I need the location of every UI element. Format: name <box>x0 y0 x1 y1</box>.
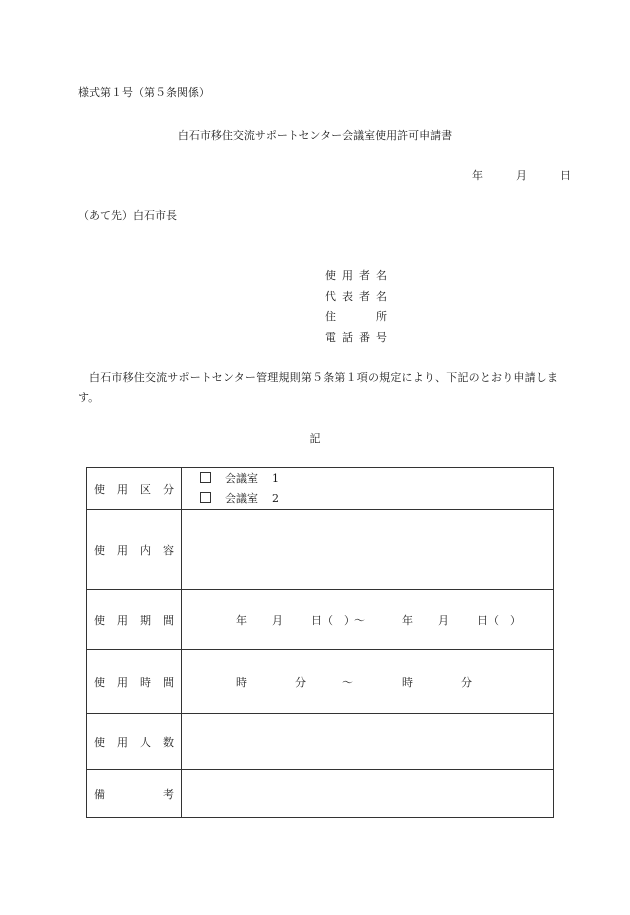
period-start-month: 月 <box>272 613 283 627</box>
period-end-day: 日（ ） <box>477 613 521 627</box>
usage-time-field[interactable] <box>182 650 554 714</box>
checkbox-icon[interactable] <box>200 472 211 483</box>
period-end-month: 月 <box>438 613 449 627</box>
room-2-number: 2 <box>272 491 279 505</box>
date-year: 年 <box>472 169 483 182</box>
usage-content-label-cell <box>87 510 182 590</box>
attendees-label-cell <box>87 714 182 770</box>
usage-time-label-cell <box>87 650 182 714</box>
usage-content-label: 使用内容 <box>94 543 174 557</box>
table-row <box>87 510 554 590</box>
applicant-name-label: 使用者名 <box>325 269 387 282</box>
page-title: 白石市移住交流サポートセンター会議室使用許可申請書 <box>177 129 453 142</box>
remarks-label: 備考 <box>94 787 174 801</box>
remarks-field[interactable] <box>182 770 554 818</box>
usage-time-label: 使用時間 <box>94 675 174 689</box>
room-2-label: 会議室 <box>225 491 258 505</box>
attendees-label: 使用人数 <box>94 735 174 749</box>
representative-name-label: 代表者名 <box>325 289 387 303</box>
time-start-hour: 時 <box>236 675 247 689</box>
time-end-minute: 分 <box>461 675 472 689</box>
date-line <box>472 167 571 183</box>
room-2-option[interactable] <box>182 489 553 509</box>
usage-category-label: 使用区分 <box>94 482 174 496</box>
period-start-day: 日（ ） <box>311 613 355 627</box>
table-row <box>87 590 554 650</box>
remarks-label-cell <box>87 770 182 818</box>
table-row <box>87 650 554 714</box>
usage-period-field[interactable] <box>182 590 554 650</box>
ki-heading: 記 <box>309 432 321 445</box>
body-text: 白石市移住交流サポートセンター管理規則第５条第１項の規定により、下記のとおり申請します。 <box>78 371 558 404</box>
time-separator: ～ <box>342 675 353 689</box>
room-1-number: 1 <box>272 471 279 485</box>
usage-content-field[interactable] <box>182 510 554 590</box>
phone-number-label: 電話番号 <box>325 330 387 344</box>
usage-category-cell <box>182 468 554 510</box>
usage-category-label-cell <box>87 468 182 510</box>
time-end-hour: 時 <box>402 675 413 689</box>
date-day: 日 <box>560 169 571 182</box>
address-label: 住所 <box>325 310 387 323</box>
application-table <box>86 467 554 818</box>
date-month: 月 <box>516 169 527 182</box>
usage-period-label: 使用期間 <box>94 613 174 627</box>
applicant-fields <box>325 266 387 348</box>
period-start-year: 年 <box>236 613 247 627</box>
form-number: 様式第１号（第５条関係） <box>78 86 210 99</box>
period-end-year: 年 <box>402 613 413 627</box>
time-start-minute: 分 <box>295 675 306 689</box>
room-1-label: 会議室 <box>225 471 258 485</box>
usage-period-label-cell <box>87 590 182 650</box>
table-row <box>87 714 554 770</box>
table-row <box>87 770 554 818</box>
table-row <box>87 468 554 510</box>
addressee: （あて先）白石市長 <box>78 209 177 222</box>
period-separator: ～ <box>354 613 365 627</box>
room-1-option[interactable] <box>182 469 553 489</box>
attendees-field[interactable] <box>182 714 554 770</box>
checkbox-icon[interactable] <box>200 492 211 503</box>
